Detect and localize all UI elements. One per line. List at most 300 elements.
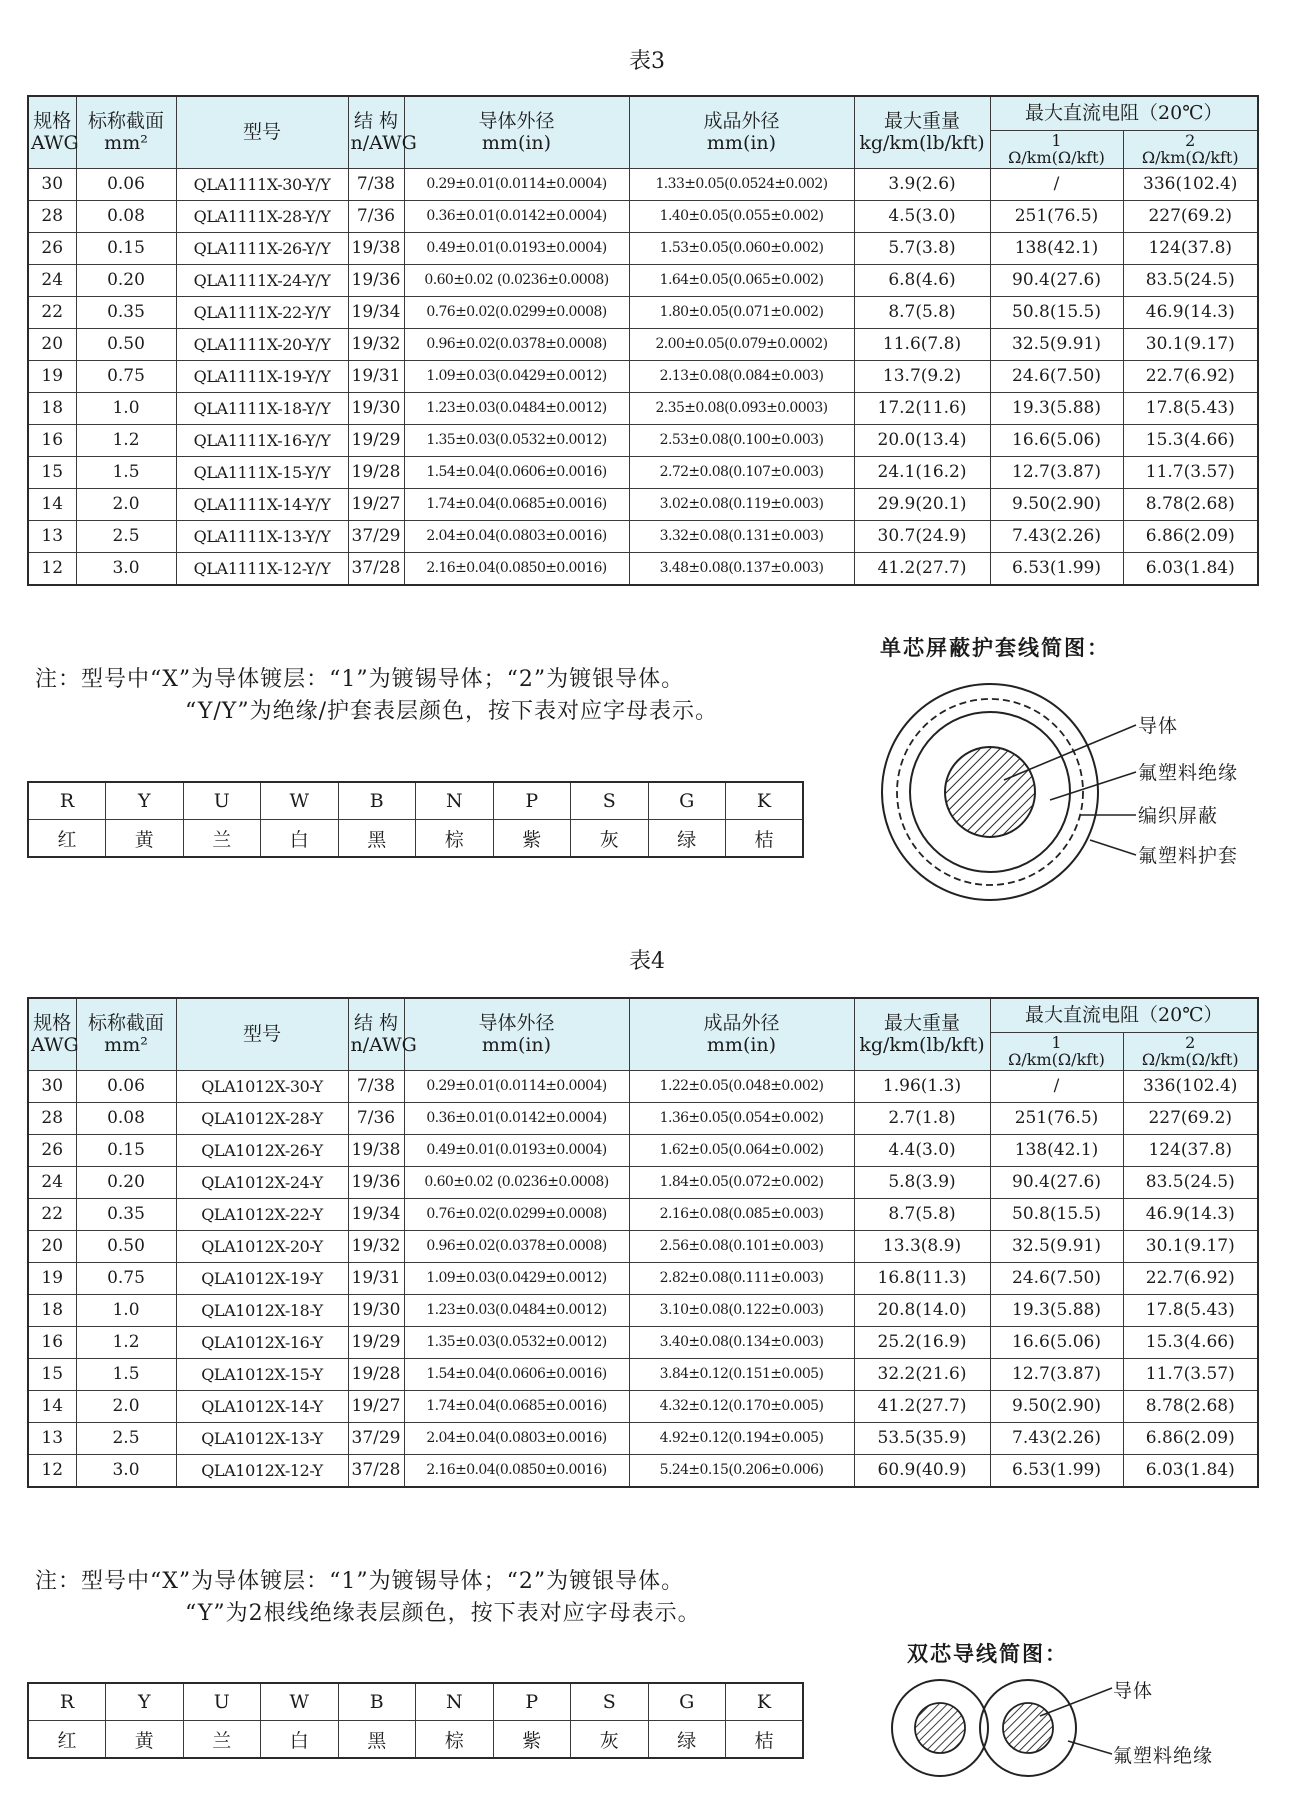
color-code-cell: R <box>28 1683 106 1721</box>
model-cell: QLA1111X-30-Y/Y <box>176 168 348 200</box>
area-cell: 2.5 <box>76 1422 176 1454</box>
color-names-row <box>28 820 803 858</box>
weight-cell: 41.2(27.7) <box>854 1390 990 1422</box>
header-res-1: 1 Ω/km(Ω/kft) <box>990 1032 1123 1070</box>
awg-cell: 28 <box>28 1102 76 1134</box>
structure-cell: 19/36 <box>348 264 404 296</box>
conductor-od-cell: 0.29±0.01(0.0114±0.0004) <box>404 1070 629 1102</box>
color-code-cell: 灰 <box>571 820 649 858</box>
table-row <box>28 360 1258 392</box>
table-row <box>28 1166 1258 1198</box>
color-code-cell: 黑 <box>338 820 416 858</box>
callout-conductor: 导体 <box>1138 715 1179 737</box>
weight-cell: 32.2(21.6) <box>854 1358 990 1390</box>
awg-cell: 15 <box>28 1358 76 1390</box>
area-cell: 0.15 <box>76 1134 176 1166</box>
table-row <box>28 200 1258 232</box>
area-cell: 1.0 <box>76 392 176 424</box>
resistance-1-cell: 90.4(27.6) <box>990 264 1123 296</box>
model-cell: QLA1111X-19-Y/Y <box>176 360 348 392</box>
finished-od-cell: 2.53±0.08(0.100±0.003) <box>629 424 854 456</box>
note-line: 注：型号中“X”为导体镀层：“1”为镀锡导体；“2”为镀银导体。 <box>35 1569 685 1594</box>
conductor-od-cell: 1.54±0.04(0.0606±0.0016) <box>404 1358 629 1390</box>
awg-cell: 19 <box>28 1262 76 1294</box>
table-row <box>28 296 1258 328</box>
awg-cell: 14 <box>28 488 76 520</box>
structure-cell: 37/28 <box>348 1454 404 1487</box>
header-awg: 规格 AWG <box>28 96 76 168</box>
structure-cell: 37/28 <box>348 552 404 585</box>
header-conductor-od: 导体外径 mm(in) <box>404 998 629 1070</box>
weight-cell: 20.8(14.0) <box>854 1294 990 1326</box>
structure-cell: 19/32 <box>348 328 404 360</box>
header-resistance: 最大直流电阻（20℃） <box>990 998 1258 1032</box>
single-core-cable-diagram <box>880 680 1280 910</box>
area-cell: 0.06 <box>76 168 176 200</box>
model-cell: QLA1111X-26-Y/Y <box>176 232 348 264</box>
resistance-2-cell: 15.3(4.66) <box>1123 1326 1258 1358</box>
table-row <box>28 1262 1258 1294</box>
finished-od-cell: 1.22±0.05(0.048±0.002) <box>629 1070 854 1102</box>
weight-cell: 8.7(5.8) <box>854 1198 990 1230</box>
color-code-cell: 紫 <box>493 1721 571 1759</box>
area-cell: 2.0 <box>76 1390 176 1422</box>
awg-cell: 26 <box>28 1134 76 1166</box>
resistance-1-cell: 251(76.5) <box>990 1102 1123 1134</box>
table4-note <box>35 1566 701 1630</box>
color-code-cell: G <box>648 782 726 820</box>
awg-cell: 24 <box>28 264 76 296</box>
finished-od-cell: 1.40±0.05(0.055±0.002) <box>629 200 854 232</box>
table-row <box>28 1102 1258 1134</box>
finished-od-cell: 5.24±0.15(0.206±0.006) <box>629 1454 854 1487</box>
resistance-2-cell: 11.7(3.57) <box>1123 1358 1258 1390</box>
finished-od-cell: 1.53±0.05(0.060±0.002) <box>629 232 854 264</box>
table4-caption: 表4 <box>629 949 665 974</box>
awg-cell: 18 <box>28 1294 76 1326</box>
area-cell: 0.15 <box>76 232 176 264</box>
area-cell: 0.06 <box>76 1070 176 1102</box>
color-code-cell: 兰 <box>183 820 261 858</box>
color-code-cell: B <box>338 782 416 820</box>
finished-od-cell: 2.56±0.08(0.101±0.003) <box>629 1230 854 1262</box>
table-row <box>28 264 1258 296</box>
color-code-cell: P <box>493 782 571 820</box>
resistance-2-cell: 336(102.4) <box>1123 1070 1258 1102</box>
conductor-od-cell: 0.49±0.01(0.0193±0.0004) <box>404 232 629 264</box>
awg-cell: 18 <box>28 392 76 424</box>
awg-cell: 30 <box>28 1070 76 1102</box>
finished-od-cell: 2.35±0.08(0.093±0.0003) <box>629 392 854 424</box>
table-row <box>28 328 1258 360</box>
color-code-cell: 黑 <box>338 1721 416 1759</box>
model-cell: QLA1012X-30-Y <box>176 1070 348 1102</box>
color-code-table <box>27 1682 804 1759</box>
color-letters-row <box>28 782 803 820</box>
awg-cell: 13 <box>28 1422 76 1454</box>
awg-cell: 30 <box>28 168 76 200</box>
structure-cell: 19/30 <box>348 1294 404 1326</box>
resistance-1-cell: 32.5(9.91) <box>990 1230 1123 1262</box>
conductor-od-cell: 1.74±0.04(0.0685±0.0016) <box>404 488 629 520</box>
color-letters-row <box>28 1683 803 1721</box>
header-structure: 结 构 n/AWG <box>348 998 404 1070</box>
finished-od-cell: 1.64±0.05(0.065±0.002) <box>629 264 854 296</box>
structure-cell: 19/27 <box>348 1390 404 1422</box>
resistance-2-cell: 124(37.8) <box>1123 1134 1258 1166</box>
finished-od-cell: 3.02±0.08(0.119±0.003) <box>629 488 854 520</box>
model-cell: QLA1012X-20-Y <box>176 1230 348 1262</box>
structure-cell: 19/28 <box>348 1358 404 1390</box>
resistance-2-cell: 6.86(2.09) <box>1123 1422 1258 1454</box>
table-row <box>28 1326 1258 1358</box>
color-code-cell: W <box>261 1683 339 1721</box>
conductor-od-cell: 1.23±0.03(0.0484±0.0012) <box>404 1294 629 1326</box>
resistance-2-cell: 30.1(9.17) <box>1123 328 1258 360</box>
resistance-2-cell: 11.7(3.57) <box>1123 456 1258 488</box>
color-code-cell: P <box>493 1683 571 1721</box>
structure-cell: 7/38 <box>348 168 404 200</box>
conductor-od-cell: 0.96±0.02(0.0378±0.0008) <box>404 1230 629 1262</box>
table-row <box>28 168 1258 200</box>
header-model: 型号 <box>176 998 348 1070</box>
table3-caption: 表3 <box>629 49 665 74</box>
model-cell: QLA1111X-13-Y/Y <box>176 520 348 552</box>
single-core-diagram-title: 单芯屏蔽护套线简图： <box>880 636 1110 660</box>
resistance-2-cell: 8.78(2.68) <box>1123 1390 1258 1422</box>
structure-cell: 19/28 <box>348 456 404 488</box>
finished-od-cell: 1.33±0.05(0.0524±0.002) <box>629 168 854 200</box>
finished-od-cell: 3.84±0.12(0.151±0.005) <box>629 1358 854 1390</box>
resistance-2-cell: 30.1(9.17) <box>1123 1230 1258 1262</box>
model-cell: QLA1012X-28-Y <box>176 1102 348 1134</box>
resistance-2-cell: 22.7(6.92) <box>1123 360 1258 392</box>
color-code-cell: S <box>571 782 649 820</box>
weight-cell: 4.4(3.0) <box>854 1134 990 1166</box>
resistance-1-cell: 251(76.5) <box>990 200 1123 232</box>
color-code-cell: Y <box>106 1683 184 1721</box>
table-row <box>28 424 1258 456</box>
finished-od-cell: 2.72±0.08(0.107±0.003) <box>629 456 854 488</box>
resistance-1-cell: 24.6(7.50) <box>990 1262 1123 1294</box>
header-weight: 最大重量 kg/km(lb/kft) <box>854 998 990 1070</box>
model-cell: QLA1111X-18-Y/Y <box>176 392 348 424</box>
awg-cell: 16 <box>28 1326 76 1358</box>
model-cell: QLA1111X-14-Y/Y <box>176 488 348 520</box>
conductor-od-cell: 1.09±0.03(0.0429±0.0012) <box>404 1262 629 1294</box>
conductor-od-cell: 2.04±0.04(0.0803±0.0016) <box>404 1422 629 1454</box>
color-code-cell: 白 <box>261 820 339 858</box>
note-line: “Y/Y”为绝缘/护套表层颜色，按下表对应字母表示。 <box>185 699 718 724</box>
resistance-2-cell: 46.9(14.3) <box>1123 296 1258 328</box>
note-line: “Y”为2根线绝缘表层颜色，按下表对应字母表示。 <box>185 1601 701 1626</box>
area-cell: 0.50 <box>76 1230 176 1262</box>
weight-cell: 2.7(1.8) <box>854 1102 990 1134</box>
model-cell: QLA1012X-18-Y <box>176 1294 348 1326</box>
weight-cell: 41.2(27.7) <box>854 552 990 585</box>
resistance-1-cell: 7.43(2.26) <box>990 520 1123 552</box>
model-cell: QLA1012X-12-Y <box>176 1454 348 1487</box>
weight-cell: 30.7(24.9) <box>854 520 990 552</box>
color-code-cell: K <box>726 1683 804 1721</box>
finished-od-cell: 2.16±0.08(0.085±0.003) <box>629 1198 854 1230</box>
awg-cell: 26 <box>28 232 76 264</box>
conductor-od-cell: 0.36±0.01(0.0142±0.0004) <box>404 1102 629 1134</box>
weight-cell: 29.9(20.1) <box>854 488 990 520</box>
conductor-od-cell: 1.09±0.03(0.0429±0.0012) <box>404 360 629 392</box>
resistance-1-cell: 16.6(5.06) <box>990 1326 1123 1358</box>
resistance-1-cell: 138(42.1) <box>990 1134 1123 1166</box>
structure-cell: 19/36 <box>348 1166 404 1198</box>
awg-cell: 14 <box>28 1390 76 1422</box>
color-code-cell: N <box>416 1683 494 1721</box>
weight-cell: 4.5(3.0) <box>854 200 990 232</box>
finished-od-cell: 3.40±0.08(0.134±0.003) <box>629 1326 854 1358</box>
structure-cell: 7/36 <box>348 200 404 232</box>
table-row <box>28 392 1258 424</box>
resistance-2-cell: 83.5(24.5) <box>1123 1166 1258 1198</box>
resistance-1-cell: 9.50(2.90) <box>990 488 1123 520</box>
area-cell: 1.2 <box>76 1326 176 1358</box>
core-1-conductor <box>915 1703 965 1753</box>
table-row <box>28 1358 1258 1390</box>
model-cell: QLA1111X-20-Y/Y <box>176 328 348 360</box>
finished-od-cell: 1.84±0.05(0.072±0.002) <box>629 1166 854 1198</box>
table-row <box>28 1390 1258 1422</box>
finished-od-cell: 3.10±0.08(0.122±0.003) <box>629 1294 854 1326</box>
color-code-cell: R <box>28 782 106 820</box>
model-cell: QLA1111X-12-Y/Y <box>176 552 348 585</box>
area-cell: 0.35 <box>76 296 176 328</box>
awg-cell: 16 <box>28 424 76 456</box>
structure-cell: 19/34 <box>348 296 404 328</box>
color-code-cell: 绿 <box>648 820 726 858</box>
resistance-2-cell: 8.78(2.68) <box>1123 488 1258 520</box>
structure-cell: 37/29 <box>348 1422 404 1454</box>
color-code-cell: Y <box>106 782 184 820</box>
table-row <box>28 1454 1258 1487</box>
resistance-2-cell: 17.8(5.43) <box>1123 392 1258 424</box>
model-cell: QLA1111X-22-Y/Y <box>176 296 348 328</box>
structure-cell: 19/30 <box>348 392 404 424</box>
weight-cell: 3.9(2.6) <box>854 168 990 200</box>
header-finished-od: 成品外径 mm(in) <box>629 998 854 1070</box>
color-code-cell: S <box>571 1683 649 1721</box>
conductor-od-cell: 1.54±0.04(0.0606±0.0016) <box>404 456 629 488</box>
weight-cell: 11.6(7.8) <box>854 328 990 360</box>
header-model: 型号 <box>176 96 348 168</box>
finished-od-cell: 4.32±0.12(0.170±0.005) <box>629 1390 854 1422</box>
color-code-cell: 兰 <box>183 1721 261 1759</box>
area-cell: 1.5 <box>76 456 176 488</box>
awg-cell: 28 <box>28 200 76 232</box>
header-area: 标称截面 mm² <box>76 998 176 1070</box>
table3-note <box>35 664 718 728</box>
model-cell: QLA1012X-15-Y <box>176 1358 348 1390</box>
color-code-cell: U <box>183 782 261 820</box>
conductor-od-cell: 2.16±0.04(0.0850±0.0016) <box>404 1454 629 1487</box>
structure-cell: 19/27 <box>348 488 404 520</box>
area-cell: 3.0 <box>76 552 176 585</box>
resistance-2-cell: 6.03(1.84) <box>1123 552 1258 585</box>
table-row <box>28 232 1258 264</box>
table-row <box>28 1198 1258 1230</box>
dual-core-cable-diagram <box>890 1676 1120 1786</box>
weight-cell: 6.8(4.6) <box>854 264 990 296</box>
header-weight: 最大重量 kg/km(lb/kft) <box>854 96 990 168</box>
weight-cell: 20.0(13.4) <box>854 424 990 456</box>
header-awg: 规格 AWG <box>28 998 76 1070</box>
note-line: 注：型号中“X”为导体镀层：“1”为镀锡导体；“2”为镀银导体。 <box>35 667 685 692</box>
area-cell: 0.35 <box>76 1198 176 1230</box>
header-finished-od: 成品外径 mm(in) <box>629 96 854 168</box>
color-code-cell: W <box>261 782 339 820</box>
model-cell: QLA1012X-16-Y <box>176 1326 348 1358</box>
finished-od-cell: 3.48±0.08(0.137±0.003) <box>629 552 854 585</box>
area-cell: 2.5 <box>76 520 176 552</box>
table-row <box>28 1134 1258 1166</box>
weight-cell: 60.9(40.9) <box>854 1454 990 1487</box>
weight-cell: 25.2(16.9) <box>854 1326 990 1358</box>
conductor-od-cell: 1.23±0.03(0.0484±0.0012) <box>404 392 629 424</box>
header-resistance: 最大直流电阻（20℃） <box>990 96 1258 130</box>
table-row <box>28 1294 1258 1326</box>
resistance-1-cell: 50.8(15.5) <box>990 296 1123 328</box>
resistance-1-cell: 9.50(2.90) <box>990 1390 1123 1422</box>
resistance-1-cell: / <box>990 1070 1123 1102</box>
table-row <box>28 1422 1258 1454</box>
callout-insulation: 氟塑料绝缘 <box>1113 1745 1214 1767</box>
table-row <box>28 552 1258 585</box>
awg-cell: 19 <box>28 360 76 392</box>
area-cell: 1.0 <box>76 1294 176 1326</box>
area-cell: 0.20 <box>76 1166 176 1198</box>
resistance-1-cell: 24.6(7.50) <box>990 360 1123 392</box>
color-code-cell: B <box>338 1683 416 1721</box>
finished-od-cell: 1.80±0.05(0.071±0.002) <box>629 296 854 328</box>
awg-cell: 20 <box>28 1230 76 1262</box>
model-cell: QLA1012X-22-Y <box>176 1198 348 1230</box>
resistance-1-cell: 32.5(9.91) <box>990 328 1123 360</box>
area-cell: 0.08 <box>76 1102 176 1134</box>
resistance-1-cell: 19.3(5.88) <box>990 392 1123 424</box>
table-row <box>28 520 1258 552</box>
weight-cell: 5.7(3.8) <box>854 232 990 264</box>
table-row <box>28 488 1258 520</box>
resistance-2-cell: 6.86(2.09) <box>1123 520 1258 552</box>
core-2-conductor <box>1003 1703 1053 1753</box>
conductor-od-cell: 0.76±0.02(0.0299±0.0008) <box>404 296 629 328</box>
finished-od-cell: 2.00±0.05(0.079±0.0002) <box>629 328 854 360</box>
area-cell: 0.08 <box>76 200 176 232</box>
color-code-cell: 白 <box>261 1721 339 1759</box>
structure-cell: 19/38 <box>348 232 404 264</box>
table-row <box>28 456 1258 488</box>
resistance-2-cell: 17.8(5.43) <box>1123 1294 1258 1326</box>
color-names-row <box>28 1721 803 1759</box>
table-row <box>28 1070 1258 1102</box>
color-code-cell: 桔 <box>726 820 804 858</box>
color-code-cell: 棕 <box>416 1721 494 1759</box>
conductor-od-cell: 1.74±0.04(0.0685±0.0016) <box>404 1390 629 1422</box>
area-cell: 0.50 <box>76 328 176 360</box>
color-code-cell: 绿 <box>648 1721 726 1759</box>
structure-cell: 19/31 <box>348 360 404 392</box>
color-code-cell: 灰 <box>571 1721 649 1759</box>
model-cell: QLA1012X-24-Y <box>176 1166 348 1198</box>
resistance-2-cell: 22.7(6.92) <box>1123 1262 1258 1294</box>
resistance-2-cell: 6.03(1.84) <box>1123 1454 1258 1487</box>
color-code-cell: U <box>183 1683 261 1721</box>
area-cell: 0.20 <box>76 264 176 296</box>
awg-cell: 20 <box>28 328 76 360</box>
resistance-2-cell: 15.3(4.66) <box>1123 424 1258 456</box>
resistance-1-cell: / <box>990 168 1123 200</box>
model-cell: QLA1012X-26-Y <box>176 1134 348 1166</box>
weight-cell: 13.7(9.2) <box>854 360 990 392</box>
color-code-cell: 黄 <box>106 820 184 858</box>
conductor-od-cell: 1.35±0.03(0.0532±0.0012) <box>404 424 629 456</box>
resistance-1-cell: 138(42.1) <box>990 232 1123 264</box>
color-code-cell: 紫 <box>493 820 571 858</box>
area-cell: 1.2 <box>76 424 176 456</box>
weight-cell: 1.96(1.3) <box>854 1070 990 1102</box>
color-code-cell: 红 <box>28 820 106 858</box>
awg-cell: 12 <box>28 1454 76 1487</box>
conductor-od-cell: 0.60±0.02 (0.0236±0.0008) <box>404 1166 629 1198</box>
header-res-2: 2 Ω/km(Ω/kft) <box>1123 130 1258 168</box>
dual-core-diagram-title: 双芯导线简图： <box>907 1642 1068 1666</box>
resistance-1-cell: 90.4(27.6) <box>990 1166 1123 1198</box>
resistance-2-cell: 124(37.8) <box>1123 232 1258 264</box>
resistance-1-cell: 6.53(1.99) <box>990 552 1123 585</box>
color-code-cell: N <box>416 782 494 820</box>
structure-cell: 19/29 <box>348 424 404 456</box>
weight-cell: 13.3(8.9) <box>854 1230 990 1262</box>
header-area: 标称截面 mm² <box>76 96 176 168</box>
resistance-1-cell: 50.8(15.5) <box>990 1198 1123 1230</box>
area-cell: 0.75 <box>76 360 176 392</box>
structure-cell: 19/34 <box>348 1198 404 1230</box>
area-cell: 2.0 <box>76 488 176 520</box>
weight-cell: 17.2(11.6) <box>854 392 990 424</box>
conductor-od-cell: 0.29±0.01(0.0114±0.0004) <box>404 168 629 200</box>
awg-cell: 22 <box>28 1198 76 1230</box>
conductor <box>945 747 1035 837</box>
resistance-1-cell: 7.43(2.26) <box>990 1422 1123 1454</box>
resistance-2-cell: 83.5(24.5) <box>1123 264 1258 296</box>
color-code-cell: 桔 <box>726 1721 804 1759</box>
table3 <box>27 95 1259 586</box>
model-cell: QLA1111X-28-Y/Y <box>176 200 348 232</box>
resistance-1-cell: 16.6(5.06) <box>990 424 1123 456</box>
resistance-1-cell: 12.7(3.87) <box>990 1358 1123 1390</box>
table4 <box>27 997 1259 1488</box>
model-cell: QLA1111X-24-Y/Y <box>176 264 348 296</box>
model-cell: QLA1111X-16-Y/Y <box>176 424 348 456</box>
callout-insulation: 氟塑料绝缘 <box>1138 762 1239 784</box>
resistance-2-cell: 227(69.2) <box>1123 1102 1258 1134</box>
conductor-od-cell: 0.60±0.02 (0.0236±0.0008) <box>404 264 629 296</box>
conductor-od-cell: 0.96±0.02(0.0378±0.0008) <box>404 328 629 360</box>
callout-jacket: 氟塑料护套 <box>1138 845 1239 867</box>
conductor-od-cell: 0.76±0.02(0.0299±0.0008) <box>404 1198 629 1230</box>
color-code-cell: 红 <box>28 1721 106 1759</box>
table-row <box>28 1230 1258 1262</box>
awg-cell: 12 <box>28 552 76 585</box>
finished-od-cell: 1.36±0.05(0.054±0.002) <box>629 1102 854 1134</box>
structure-cell: 19/38 <box>348 1134 404 1166</box>
